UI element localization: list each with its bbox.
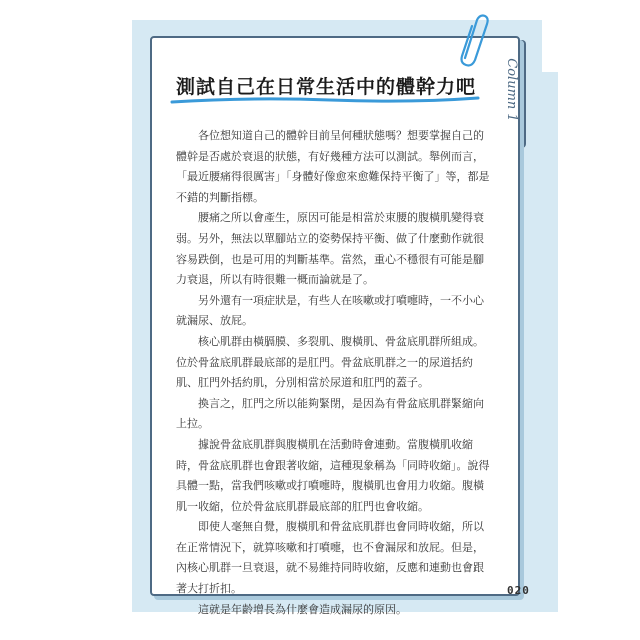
side-strip xyxy=(518,72,558,612)
page-number: 020 xyxy=(507,584,530,597)
paragraph: 腰痛之所以會產生，原因可能是相當於束腰的腹橫肌變得衰弱。另外，無法以單腳站立的姿勢保持平衡、做了什麼動作就很容易跌倒，也是可用的判斷基準。當然，重心不穩很有可能是腳力衰退，所以有時很難一概而論就是了。 xyxy=(176,211,484,287)
paperclip-icon xyxy=(455,12,489,68)
article-body xyxy=(176,126,492,620)
page-title: 測試自己在日常生活中的體幹力吧 xyxy=(176,76,477,98)
title-underline xyxy=(170,94,480,106)
paragraph: 換言之，肛門之所以能夠緊閉，是因為有骨盆底肌群緊縮向上拉。 xyxy=(176,396,484,431)
paragraph: 即使人毫無自覺，腹橫肌和骨盆底肌群也會同時收縮，所以在正常情況下，就算咳嗽和打噴嚏，也不會漏尿和放屁。但是，內核心肌群一旦衰退，就不易維持同時收縮，反應和連動也會跟著大打折扣。 xyxy=(176,520,484,596)
paragraph: 據說骨盆底肌群與腹橫肌在活動時會連動。當腹橫肌收縮時，骨盆底肌群也會跟著收縮，這種現象稱為「同時收縮」。說得具體一點，當我們咳嗽或打噴嚏時，腹橫肌也會用力收縮。腹橫肌一收縮，位於骨盆底肌群最底部的肛門也會收縮。 xyxy=(176,437,490,513)
paragraph: 另外還有一項症狀是，有些人在咳嗽或打噴嚏時，一不小心就漏尿、放屁。 xyxy=(176,293,484,328)
paragraph: 核心肌群由橫膈膜、多裂肌、腹橫肌、骨盆底肌群所組成。位於骨盆底肌群最底部的是肛門。骨盆底肌群之一的尿道括約肌、肛門外括約肌，分別相當於尿道和肛門的蓋子。 xyxy=(176,334,484,390)
paragraph: 這就是年齡增長為什麼會造成漏尿的原因。 xyxy=(198,602,407,616)
paragraph: 各位想知道自己的體幹目前呈何種狀態嗎？想要掌握自己的體幹是否處於衰退的狀態，有好幾種方法可以測試。舉例而言，「最近腰痛得很厲害」「身體好像愈來愈難保持平衡了」等，都是不錯的判斷指標。 xyxy=(176,129,490,204)
column-label: Column 1 xyxy=(504,58,519,122)
